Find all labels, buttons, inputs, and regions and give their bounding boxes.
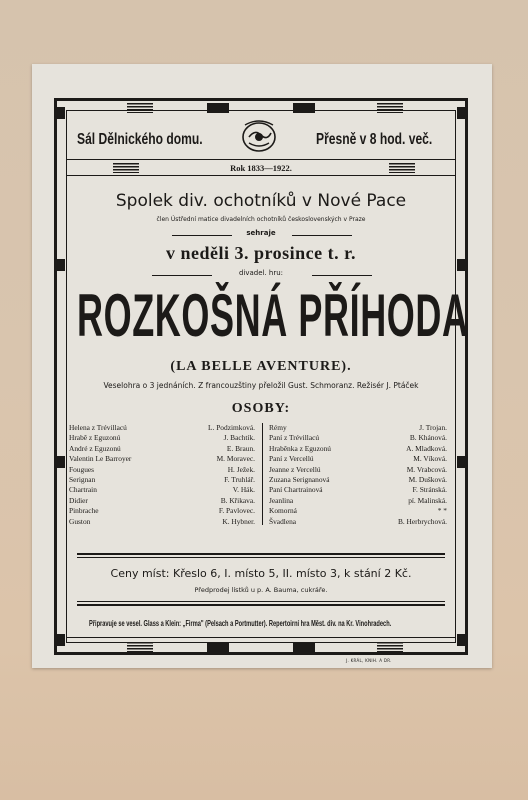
date-line: v neděli 3. prosince t. r.: [165, 243, 356, 263]
actor-name: M. Dušková.: [408, 475, 447, 484]
actor-name: H. Ježek.: [227, 464, 255, 474]
top-stripe-ornament: [377, 103, 403, 113]
printer-mark: J. KRÁL, KNIH. A DR.: [346, 658, 392, 663]
actor-name: B. Křikava.: [220, 495, 255, 505]
actor-name: F. Stránská.: [412, 485, 447, 495]
role-name: Švadlena: [269, 516, 297, 526]
actor-name: K. Hybner.: [222, 516, 255, 526]
prices-rule-bottom: [77, 601, 445, 602]
performs-text: sehraje: [246, 229, 276, 237]
cast-row: [69, 454, 255, 463]
years-text: Rok 1833—1922.: [230, 163, 292, 173]
cast-row: [269, 485, 447, 494]
actor-name: A. Mladková.: [406, 443, 447, 453]
actor-name: B. Herbrychová.: [397, 516, 447, 526]
venue-text: Sál Dělnického domu.: [77, 131, 203, 148]
role-name: Paní Chartrainová: [269, 485, 323, 495]
actor-name: V. Hák.: [232, 485, 255, 495]
prices-rule-bottom: [77, 604, 445, 606]
role-name: Hraběnka z Eguzonú: [269, 443, 331, 453]
footer-text: Připravuje se vesel. Glass a Klein: „Firma" (Pelsach a Portmutter). Repertoirní hra Měst. div. na Kr. Vinohradech.: [89, 618, 392, 628]
ornament-rule: [292, 235, 352, 236]
corner-ornament: [54, 107, 65, 119]
cast-row: [69, 485, 255, 494]
role-name: Chartrain: [69, 485, 97, 495]
cast-row: [269, 444, 447, 453]
actor-name: * *: [437, 506, 447, 516]
presale-text: Předprodej lístků u p. A. Bauma, cukráře.: [194, 586, 328, 594]
actor-name: B. Khánová.: [409, 433, 447, 443]
header-rule: [66, 175, 456, 176]
top-block-ornament: [207, 103, 229, 113]
role-name: Didier: [69, 495, 88, 505]
side-ornament: [54, 456, 65, 468]
cast-row: [269, 465, 447, 474]
actor-name: M. Víková.: [413, 454, 447, 464]
bottom-rule: [66, 637, 456, 638]
header-rule: [66, 159, 456, 160]
cast-row: [69, 465, 255, 474]
play-title: ROZKOŠNÁ PŘÍHODA: [77, 282, 469, 349]
cast-row: [269, 454, 447, 463]
cast-row: [269, 506, 447, 515]
role-name: Hrabě z Eguzonú: [69, 433, 121, 443]
play-label: divadel. hru:: [238, 269, 284, 277]
bottom-block-ornament: [207, 642, 229, 652]
years-stripe-ornament: [389, 163, 415, 173]
cast-row: [269, 496, 447, 505]
role-name: Jeanlina: [269, 495, 294, 505]
poster-sheet: [32, 64, 492, 668]
actor-name: F. Truhlář.: [224, 475, 255, 484]
corner-ornament: [457, 107, 468, 119]
poster-inner-border: [66, 110, 456, 643]
actor-name: L. Podzimková.: [207, 423, 255, 432]
role-name: Helena z Trévillacú: [69, 423, 127, 432]
cast-row: [269, 433, 447, 442]
side-ornament: [457, 456, 468, 468]
role-name: André z Eguzonú: [69, 443, 121, 453]
role-name: Rémy: [269, 423, 287, 432]
role-name: Paní z Vercellú: [269, 454, 314, 464]
cast-row: [69, 517, 255, 526]
role-name: Komorná: [269, 506, 297, 516]
role-name: Zuzana Serignanová: [269, 475, 330, 484]
society-name: Spolek div. ochotníků v Nové Pace: [115, 191, 407, 211]
years-stripe-ornament: [113, 163, 139, 173]
role-name: Serignan: [69, 475, 96, 484]
cast-row: [269, 475, 447, 484]
role-name: Fougues: [69, 464, 95, 474]
cast-row: [269, 423, 447, 432]
cast-row: [69, 423, 255, 432]
cast-row: [69, 475, 255, 484]
role-name: Pinbrache: [69, 506, 99, 516]
role-name: Jeanne z Vercellú: [269, 464, 321, 474]
cast-row: [269, 517, 447, 526]
role-name: Guston: [69, 516, 91, 526]
ornament-rule: [312, 275, 372, 276]
actor-name: E. Braun.: [226, 443, 255, 453]
cast-heading: OSOBY:: [231, 401, 291, 416]
top-stripe-ornament: [127, 103, 153, 113]
actor-name: F. Pavlovec.: [218, 506, 255, 516]
bottom-stripe-ornament: [127, 642, 153, 652]
time-text: Přesně v 8 hod. več.: [316, 131, 433, 148]
cast-row: [69, 444, 255, 453]
cast-row: [69, 433, 255, 442]
top-block-ornament: [293, 103, 315, 113]
member-note: člen Ústřední matice divadelních ochotníků československých v Praze: [156, 216, 366, 223]
actor-name: M. Vrabcová.: [406, 464, 447, 474]
actor-name: J. Bachtík.: [223, 433, 255, 443]
cast-row: [69, 506, 255, 515]
prices-rule-top: [77, 553, 445, 555]
actor-name: M. Moravec.: [216, 454, 255, 464]
cast-divider: [262, 423, 263, 525]
cast-row: [69, 496, 255, 505]
corner-ornament: [457, 634, 468, 646]
role-name: Paní z Trévillacú: [269, 433, 320, 443]
play-description: Veselohra o 3 jednáních. Z francouzštiny přeložil Gust. Schmoranz. Režisér J. Ptáček: [103, 381, 419, 390]
poster-border: [54, 98, 468, 655]
actor-name: pí. Malinská.: [408, 495, 447, 505]
bottom-stripe-ornament: [377, 642, 403, 652]
prices-rule-top: [77, 557, 445, 558]
corner-ornament: [54, 634, 65, 646]
role-name: Valentin Le Barroyer: [69, 454, 132, 464]
actor-name: J. Trojan.: [419, 423, 447, 432]
prices-text: Ceny míst: Křeslo 6, I. místo 5, II. místo 3, k stání 2 Kč.: [110, 567, 412, 580]
society-emblem: [237, 117, 281, 155]
play-subtitle: (LA BELLE AVENTURE).: [170, 359, 352, 374]
bottom-block-ornament: [293, 642, 315, 652]
